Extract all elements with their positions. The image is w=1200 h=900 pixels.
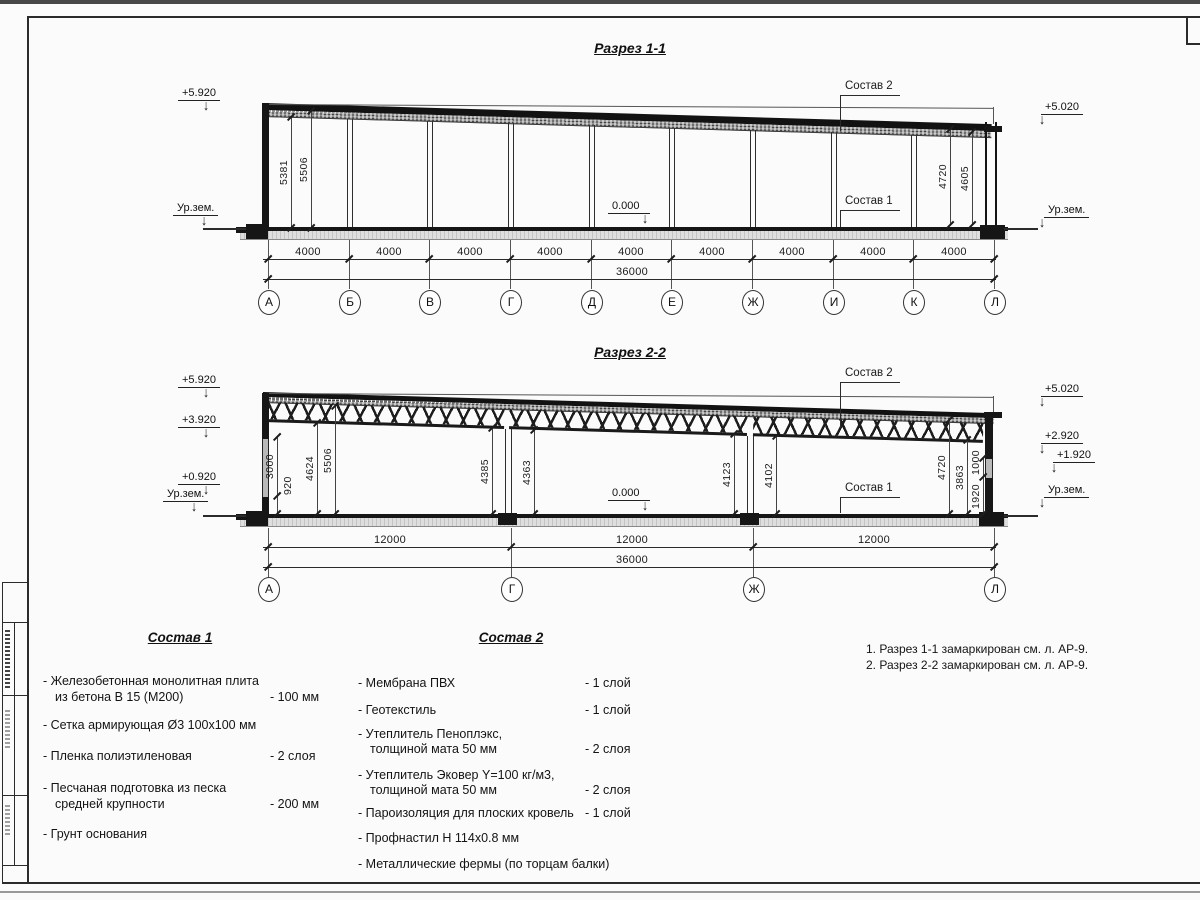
stamp-divider — [2, 695, 27, 696]
elevation-mark: +5.920 — [178, 87, 220, 101]
dim-line — [950, 129, 951, 225]
elevation-mark: +3.920 — [178, 414, 220, 428]
elevation-arrow-icon: ↓ — [1051, 458, 1057, 476]
column — [508, 123, 514, 228]
bay-dim-label: 4000 — [860, 246, 886, 258]
dim-line — [492, 428, 493, 515]
dim-label: 5506 — [322, 448, 334, 473]
list-item-value: - 1 слой — [585, 806, 631, 820]
column — [589, 125, 595, 228]
list-item-value: - 2 слоя — [585, 783, 631, 797]
extension-line — [349, 240, 350, 289]
dim-label: 3863 — [954, 465, 966, 490]
right-wall-upper — [985, 415, 993, 459]
frame-border-left — [27, 16, 29, 883]
left-wall — [262, 103, 269, 228]
list-item: - Сетка армирующая Ø3 100x100 мм — [43, 718, 257, 732]
composition-1-title: Состав 1 — [147, 630, 213, 645]
dim-label: 1000 — [970, 450, 982, 476]
grid-axis-circle: Д — [581, 290, 603, 315]
dim-line — [311, 111, 312, 228]
dim-row-line — [263, 567, 996, 568]
elevation-mark: +2.920 — [1041, 430, 1083, 444]
scan-edge-bottom — [0, 891, 1200, 893]
stamp-divider — [2, 795, 27, 796]
grid-axis-circle: И — [823, 290, 845, 315]
leader-line-h — [840, 95, 900, 96]
elevation-arrow-icon: ↓ — [203, 383, 209, 401]
dim-line — [291, 117, 292, 228]
leader-label: Состав 2 — [845, 80, 893, 92]
extension-line — [591, 240, 592, 289]
extension-line — [752, 240, 753, 289]
dim-row-line — [263, 547, 996, 548]
column — [747, 436, 754, 515]
dim-label: 1920 — [970, 484, 982, 510]
bay-dim-label: 12000 — [857, 534, 891, 546]
leader-line-h — [840, 210, 900, 211]
list-item-value: - 2 слоя — [270, 749, 316, 763]
stamp-divider — [2, 582, 27, 583]
elevation-arrow-icon: ↓ — [191, 497, 197, 515]
list-item: - Мембрана ПВХ — [358, 676, 456, 690]
stamp-divider — [2, 622, 27, 623]
list-item: - Геотекстиль — [358, 703, 437, 717]
roof-assembly-2 — [262, 392, 994, 441]
left-wall-upper — [262, 393, 269, 439]
elevation-mark: +1.920 — [1053, 449, 1095, 463]
ground-level-mark: Ур.зем. — [1044, 204, 1089, 218]
dim-label: 920 — [282, 476, 294, 496]
column — [347, 119, 353, 228]
grid-axis-circle: Г — [501, 577, 523, 602]
extension-line — [753, 528, 754, 577]
frame-corner-notch-v — [1186, 16, 1188, 44]
list-item: - Утеплитель Пеноплэкс, — [358, 727, 503, 741]
list-item: - Железобетонная монолитная плита — [43, 674, 259, 688]
dim-line — [335, 406, 336, 515]
elevation-arrow-icon: ↓ — [642, 496, 648, 514]
dim-line — [277, 437, 278, 515]
grid-axis-circle: В — [419, 290, 441, 315]
dim-line — [776, 436, 777, 515]
dim-label: 4102 — [763, 463, 775, 488]
grid-axis-circle: Ж — [742, 290, 764, 315]
dim-line — [983, 458, 984, 515]
grid-axis-circle: А — [258, 290, 280, 315]
grid-axis-circle: Л — [984, 290, 1006, 315]
elevation-mark: +5.020 — [1041, 101, 1083, 115]
elevation-arrow-icon: ↓ — [201, 211, 207, 229]
footing — [740, 513, 759, 525]
right-wall-window — [985, 459, 993, 478]
list-item-value: - 2 слоя — [585, 742, 631, 756]
footing — [980, 225, 1005, 239]
dim-label: 3000 — [264, 454, 276, 480]
stamp-vertical-text — [5, 805, 10, 835]
extension-line — [429, 240, 430, 289]
leader-line-h — [840, 497, 900, 498]
footing — [246, 511, 268, 526]
ground-level-mark: Ур.зем. — [1044, 484, 1089, 498]
grid-axis-circle: Л — [984, 577, 1006, 602]
elevation-arrow-icon: ↓ — [1039, 213, 1045, 231]
footing — [498, 513, 517, 525]
dim-label: 4605 — [959, 166, 971, 191]
ground-line — [203, 515, 246, 517]
list-item: - Песчаная подготовка из песка — [43, 781, 227, 795]
dim-label: 4363 — [521, 460, 533, 485]
dim-label: 5381 — [278, 160, 290, 185]
right-wall-cap — [984, 412, 1002, 418]
stamp-mid-line — [14, 622, 15, 865]
column — [427, 121, 433, 228]
note-line: 1. Разрез 1-1 замаркирован см. л. АР-9. — [866, 642, 1089, 656]
leader-line-v — [840, 497, 841, 513]
total-dim-label: 36000 — [615, 554, 649, 566]
list-item: средней крупности — [55, 797, 165, 811]
column — [911, 135, 917, 228]
floor-slab — [240, 231, 1008, 240]
scan-edge-top — [0, 0, 1200, 4]
list-item: - Утеплитель Эковер Y=100 кг/м3, — [358, 768, 555, 782]
total-dim-label: 36000 — [615, 266, 649, 278]
elevation-mark: +5.020 — [1041, 383, 1083, 397]
ground-line — [1004, 515, 1038, 517]
elevation-arrow-icon: ↓ — [203, 480, 209, 498]
elevation-arrow-icon: ↓ — [1039, 439, 1045, 457]
list-item-value: - 100 мм — [270, 690, 320, 704]
extension-line — [994, 528, 995, 577]
dim-label: 4385 — [479, 459, 491, 484]
elevation-arrow-icon: ↓ — [1039, 493, 1045, 511]
elevation-arrow-icon: ↓ — [642, 209, 648, 227]
composition-2-title: Состав 2 — [478, 630, 544, 645]
zero-level-mark: 0.000 — [608, 487, 650, 501]
list-item: толщиной мата 50 мм — [370, 742, 497, 756]
dim-line — [317, 423, 318, 515]
dim-label: 4624 — [304, 456, 316, 482]
elevation-mark: +5.920 — [178, 374, 220, 388]
grid-axis-circle: Б — [339, 290, 361, 315]
list-item: - Пленка полиэтиленовая — [43, 749, 192, 763]
extension-line — [913, 240, 914, 289]
bay-dim-label: 12000 — [615, 534, 649, 546]
extension-line — [994, 240, 995, 289]
bay-dim-label: 4000 — [699, 246, 725, 258]
roof-assembly-1 — [263, 103, 992, 138]
extension-line — [833, 240, 834, 289]
leader-label: Состав 1 — [845, 482, 893, 494]
leader-line-v — [840, 382, 841, 428]
floor-slab — [240, 518, 1008, 527]
dim-label: 5506 — [298, 157, 310, 182]
bay-dim-label: 4000 — [295, 246, 321, 258]
bay-dim-label: 4000 — [457, 246, 483, 258]
elevation-arrow-icon: ↓ — [203, 96, 209, 114]
leader-label: Состав 1 — [845, 195, 893, 207]
list-item: - Грунт основания — [43, 827, 148, 841]
list-item: толщиной мата 50 мм — [370, 783, 497, 797]
dim-label: 4720 — [937, 164, 949, 190]
dim-row-line — [263, 279, 996, 280]
footing — [246, 224, 268, 239]
zero-level-mark: 0.000 — [608, 200, 650, 214]
extension-line — [671, 240, 672, 289]
stamp-divider — [2, 865, 27, 866]
list-item-value: - 1 слой — [585, 676, 631, 690]
dim-label: 4123 — [721, 462, 733, 487]
column — [750, 130, 756, 228]
column — [669, 128, 675, 228]
list-item-value: - 1 слой — [585, 703, 631, 717]
dim-label: 4720 — [936, 455, 948, 480]
ground-level-mark: Ур.зем. — [173, 202, 218, 216]
leader-line-v — [840, 210, 841, 227]
list-item-value: - 200 мм — [270, 797, 320, 811]
dim-line — [734, 434, 735, 515]
elevation-mark: +0.920 — [178, 471, 220, 485]
grid-axis-circle: К — [903, 290, 925, 315]
ground-line — [1004, 228, 1038, 230]
leader-line-v — [840, 95, 841, 131]
list-item: - Профнастил Н 114x0.8 мм — [358, 831, 520, 845]
right-wall-cap — [984, 126, 1002, 132]
right-wall — [985, 122, 997, 228]
bay-dim-label: 4000 — [376, 246, 402, 258]
leader-line-h — [840, 382, 900, 383]
dim-line — [949, 420, 950, 515]
list-item: - Пароизоляция для плоских кровель — [358, 806, 574, 820]
frame-border-bottom — [2, 882, 1200, 884]
bay-dim-label: 4000 — [941, 246, 967, 258]
section-1-title: Разрез 1-1 — [594, 40, 666, 56]
ground-level-mark: Ур.зем. — [163, 488, 208, 502]
elevation-arrow-icon: ↓ — [1039, 392, 1045, 410]
note-line: 2. Разрез 2-2 замаркирован см. л. АР-9. — [866, 658, 1089, 672]
ground-line — [203, 228, 246, 230]
stamp-vertical-text — [5, 710, 10, 748]
list-item: - Металлические фермы (по торцам балки) — [358, 857, 610, 871]
stamp-vertical-text — [5, 628, 10, 688]
leader-label: Состав 2 — [845, 367, 893, 379]
grid-axis-circle: Е — [661, 290, 683, 315]
list-item: из бетона В 15 (М200) — [55, 690, 184, 704]
bay-dim-label: 4000 — [537, 246, 563, 258]
elevation-arrow-icon: ↓ — [203, 423, 209, 441]
grid-axis-circle: А — [258, 577, 280, 602]
bay-dim-label: 4000 — [618, 246, 644, 258]
extension-line — [268, 528, 269, 577]
stamp-outer-line — [2, 582, 3, 883]
extension-line — [511, 528, 512, 577]
bay-dim-label: 12000 — [373, 534, 407, 546]
extension-line — [510, 240, 511, 289]
column — [831, 132, 837, 228]
dim-line — [972, 132, 973, 225]
grid-axis-circle: Г — [500, 290, 522, 315]
extension-line — [268, 240, 269, 289]
elevation-arrow-icon: ↓ — [1039, 110, 1045, 128]
dim-row-line — [263, 259, 996, 260]
frame-border-top — [27, 16, 1200, 18]
frame-corner-notch-h — [1186, 43, 1200, 45]
dim-line — [967, 440, 968, 515]
bay-dim-label: 4000 — [779, 246, 805, 258]
section-2-title: Разрез 2-2 — [594, 344, 666, 360]
dim-line — [534, 430, 535, 515]
grid-axis-circle: Ж — [743, 577, 765, 602]
column — [505, 429, 512, 515]
